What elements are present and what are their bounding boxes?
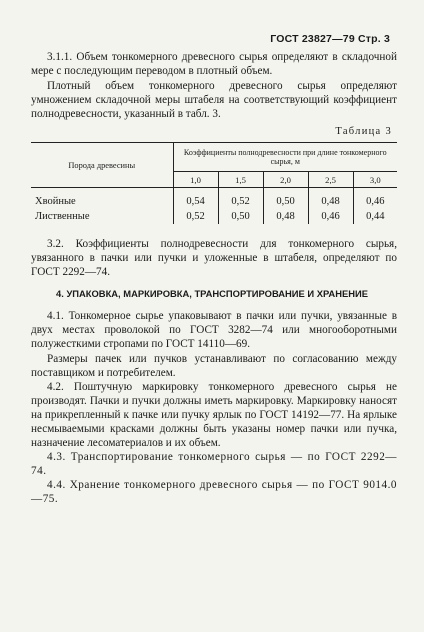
length-header: 2,0: [263, 172, 308, 188]
table-row: [31, 209, 397, 224]
coefficients-table: [31, 142, 397, 224]
paragraph-3-1-1: 3.1.1. Объем тонкомерного древесного сырья определяют в складочной мере с последующим переводом в плотный объем.: [31, 51, 397, 77]
paragraph-4-1: 4.1. Тонкомерное сырье упаковывают в пачки или пучки, увязанные в двух местах проволокой по ГОСТ 3282—74 или многооборотными полужесткими стропами по ГОСТ 14110—69.: [31, 310, 397, 350]
table-row: [31, 188, 397, 210]
paragraph-4-4: 4.4. Хранение тонкомерного древесного сырья — по ГОСТ 9014.0—75.: [31, 479, 397, 505]
row-label: Лиственные: [31, 209, 173, 224]
paragraph-3-2: 3.2. Коэффициенты полнодревесности для тонкомерного сырья, увязанного в пачки или пучки и уложенные в штабеля, определяют по ГОСТ 2292—74.: [31, 238, 397, 278]
length-header: 2,5: [308, 172, 353, 188]
table-cell: 0,52: [218, 188, 263, 210]
paragraph-4-3: 4.3. Транспортирование тонкомерного сырья — по ГОСТ 2292—74.: [31, 451, 397, 477]
table-cell: 0,48: [263, 209, 308, 224]
table-cell: 0,44: [366, 211, 385, 222]
row-label: Хвойные: [31, 188, 173, 210]
table-cell: 0,50: [218, 209, 263, 224]
length-header: 3,0: [353, 172, 397, 188]
header-coefficients: Коэффициенты полнодревесности при длине тонкомерного сырья, м: [173, 143, 397, 172]
paragraph-package-sizes: Размеры пачек или пучков устанавливают по согласованию между поставщиком и потребителем.: [31, 353, 397, 379]
table-cell: 0,48: [308, 188, 353, 210]
table-cell: 0,52: [173, 209, 218, 224]
paragraph-dense-volume: Плотный объем тонкомерного древесного сырья определяют умножением складочной меры штабеля на соответствующий коэффициент полнодревесности, указанный в табл. 3.: [31, 80, 397, 120]
table-caption: Таблица 3: [335, 126, 392, 137]
section-4-title: 4. УПАКОВКА, МАРКИРОВКА, ТРАНСПОРТИРОВАНИЕ И ХРАНЕНИЕ: [56, 288, 368, 299]
table-cell: 0,46: [308, 209, 353, 224]
paragraph-4-2: 4.2. Поштучную маркировку тонкомерного древесного сырья не производят. Пачки и пучки должны иметь маркировку. Маркировку наносят на прикрепленный к пачке или пучку ярлык по ГОСТ 14192—77. На ярлыке несмываемыми красками должны быть указаны номер пачки или пучка, назначение лесоматериалов и их объем.: [31, 381, 397, 449]
table-cell: 0,54: [173, 188, 218, 210]
header-species: Порода древесины: [31, 143, 173, 188]
table-cell: 0,50: [263, 188, 308, 210]
page-header: ГОСТ 23827—79 Стр. 3: [270, 33, 390, 45]
table-cell: 0,46: [366, 196, 385, 207]
length-header: 1,5: [218, 172, 263, 188]
length-header: 1,0: [173, 172, 218, 188]
